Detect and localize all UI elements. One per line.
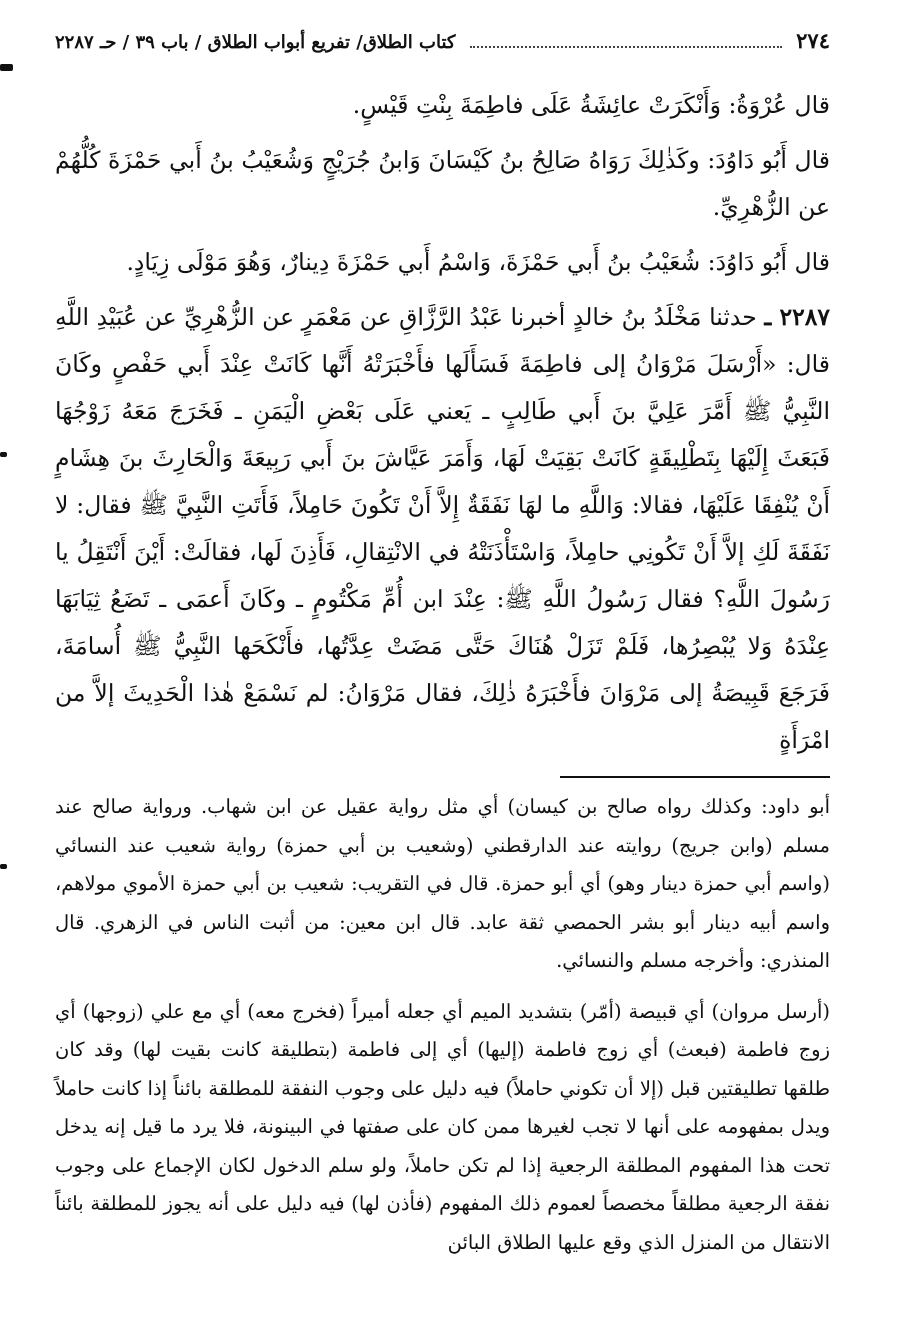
commentary <box>55 788 830 1262</box>
main-paragraph: قال أَبُو دَاوُدَ: شُعَيْبُ بنُ أَبي حَمْزَةَ، وَاسْمُ أَبي حَمْزَةَ دِينارٌ، وَهُوَ مَوْلَى زِيَادٍ. <box>126 248 830 276</box>
hadith-paragraph <box>55 294 830 764</box>
hadith-number: ٢٢٨٧ ـ <box>764 303 830 331</box>
main-text <box>55 82 830 764</box>
edge-mark-top <box>0 64 13 71</box>
commentary-paragraph: أبو داود: وكذلك رواه صالح بن كيسان) أي مثل رواية عقيل عن ابن شهاب. ورواية صالح عند مسلم (وابن جريج) روايته عند الدارقطني (وشعيب بن أبي حمزة) رواية شعيب عند النسائي (واسم أبي حمزة دينار وهو) أي أبو حمزة. قال في التقريب: شعيب بن أبي حمزة الأموي مولاهم، واسم أبيه دينار أبو بشر الحمصي ثقة عابد. قال ابن معين: من أثبت الناس في الزهري. قال المنذري: وأخرجه مسلم والنسائي. <box>55 795 830 972</box>
commentary-paragraph: (أرسل مروان) أي قبيصة (أمّر) بتشديد الميم أي جعله أميراً (فخرج معه) أي مع علي (زوجها) أي زوج فاطمة (فبعث) أي زوج فاطمة (إليها) أي إلى فاطمة (بتطليقة كانت بقيت لها) وقد كان طلقها تطليقتين قبل (إلا أن تكوني حاملاً) فيه دليل على وجوب النفقة للمطلقة بائناً إذا كانت حاملاً ويدل بمفهومه على أنها لا تجب لغيرها ممن كان على صفتها في البينونة، فلا يرد ما قيل إنه يدخل تحت هذا المفهوم المطلقة الرجعية إذا لم تكن حاملاً، ولو سلم الدخول لكان الإجماع على وجوب نفقة الرجعية مطلقاً مخصصاً لعموم ذلك المفهوم (فأذن لها) فيه دليل على أنه يجوز للمطلقة بائناً الانتقال من المنزل الذي وقع عليها الطلاق البائن <box>55 999 830 1254</box>
edge-mark-middle <box>0 452 7 457</box>
running-title: كتاب الطلاق/ تفريع أبواب الطلاق / باب ٣٩ / حـ ٢٢٨٧ <box>55 32 456 53</box>
hadith-text: حدثنا مَخْلَدُ بنُ خالدٍ أخبرنا عَبْدُ الرَّزَّاقِ عن مَعْمَرٍ عن الزُّهْرِيِّ عن عُبَيْدِ اللَّهِ قال: «أَرْسَلَ مَرْوَانُ إلى فاطِمَةَ فَسَأَلَها فأَخْبَرَتْهُ أَنَّها كَانَتْ عِنْدَ أَبي حَفْصٍ وكَانَ النَّبِيُّ ﷺ أَمَّرَ عَلِيَّ بنَ أَبي طَالِبٍ ـ يَعني عَلَى بَعْضِ الْيَمَنِ ـ فَخَرَجَ مَعَهُ زَوْجُهَا فَبَعَثَ إِلَيْهَا بِتَطْلِيقَةٍ كَانَتْ بَقِيَتْ لَهَا، وَأَمَرَ عَيَّاشَ بنَ أَبي رَبِيعَةَ وَالْحَارِثَ بنَ هِشَامٍ أَنْ يُنْفِقَا عَلَيْهَا، فقالا: وَاللَّهِ ما لهَا نَفَقَةٌ إِلاَّ أَنْ تَكُونَ حَامِلاً، فَأَتَتِ النَّبِيَّ ﷺ فقال: لا نَفَقَةَ لَكِ إلاَّ أَنْ تَكُونِي حامِلاً، وَاسْتَأْذَنَتْهُ في الانْتِقالِ، فَأَذِنَ لَها، فقالَتْ: أَيْنَ أَنْتَقِلُ يا رَسُولَ اللَّهِ؟ فقال رَسُولُ اللَّهِ ﷺ: عِنْدَ ابن أُمِّ مَكْتُومٍ ـ وكَانَ أَعمَى ـ تَضَعُ ثِيَابَهَا عِنْدَهُ وَلا يُبْصِرُها، فَلَمْ تَزَلْ هُنَاكَ حَتَّى مَضَتْ عِدَّتُها، فأَنْكَحَها النَّبِيُّ ﷺ أُسامَةَ، فَرَجَعَ قَبِيصَةُ إلى مَرْوَانَ فأَخْبَرَهُ ذٰلِكَ، فقال مَرْوَانُ: لم نَسْمَعْ هٰذا الْحَدِيثَ إلاَّ من امْرَأَةٍ <box>55 303 830 754</box>
edge-mark-lower <box>0 864 7 869</box>
running-header <box>55 28 830 68</box>
book-page <box>55 28 830 1274</box>
page-number: ٢٧٤ <box>796 28 830 53</box>
header-leader-dots <box>470 34 783 48</box>
main-paragraph: قال عُرْوَةُ: وَأَنْكَرَتْ عائِشَةُ عَلَى فاطِمَةَ بِنْتِ قَيْسٍ. <box>352 91 830 119</box>
main-paragraph: قال أَبُو دَاوُدَ: وكَذٰلِكَ رَوَاهُ صَالِحُ بنُ كَيْسَانَ وَابنُ جُرَيْجٍ وَشُعَيْبُ بنُ أَبي حَمْزَةَ كُلُّهُمْ عن الزُّهْرِيِّ. <box>55 146 830 221</box>
footnote-separator <box>560 776 830 778</box>
